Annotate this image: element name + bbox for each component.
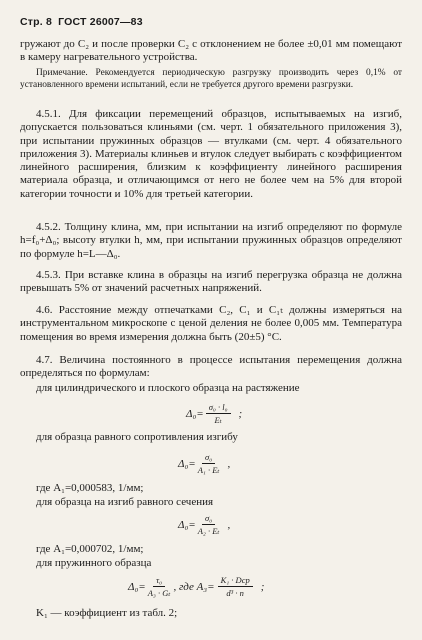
paragraph-4-5-1: 4.5.1. Для фиксации перемещений образцов, испытываемых на изгиб, допускается пользоваться клиньями (см. черт. 1 обязательного приложения 3), при испытании пружинных образцов — втулками (см. черт. 4 обязательного приложения 3). Материалы клиньев и втулок следует выбирать с коэффициентом линейного расширения, близким к коэффициенту линейного расширения материала образца, и отличающимся от него не более чем на 5% для второй категории точности и 10% для третьей категории. (20, 108, 402, 200)
case-bending-equal-resistance: для образца равного сопротивления изгибу (36, 431, 238, 443)
paragraph-4-5-3: 4.5.3. При вставке клина в образцы на изгиб перегрузка образца не должна превышать 5% от значений расчетных напряжений. (20, 269, 402, 295)
fraction-a3 (218, 575, 253, 598)
paragraph-intro: гружают до C₂ и после проверки C₂ с отклонением не более ±0,01 мм помещают в камеру нагревательного устройства. (20, 38, 402, 64)
formula-where-clause: , где A₃= (173, 580, 215, 593)
formula-tail: , (227, 457, 231, 470)
case-tension: для цилиндрического и плоского образца на растяжение (36, 382, 300, 394)
fraction (148, 575, 171, 598)
formula-spring (128, 575, 264, 598)
k1-definition: K₁ — коэффициент из табл. 2; (36, 607, 178, 619)
denominator: Eₜ (214, 415, 222, 425)
formula-tail: ; (238, 407, 243, 420)
denominator-a3: d³ · n (226, 588, 244, 598)
denominator: A₁ · Eₜ (197, 465, 220, 475)
numerator: σ₀ (202, 452, 215, 464)
numerator: σ₀ · l₀ (206, 402, 231, 414)
numerator-a3: K₁ · Dср (218, 575, 253, 587)
formula-lhs: Δ₀= (178, 518, 196, 531)
numerator: τ₀ (153, 575, 165, 587)
where-a1-second: где A₁=0,000702, 1/мм; (36, 543, 144, 555)
fraction (198, 513, 220, 536)
denominator: A₂ · Eₜ (197, 526, 220, 536)
formula-lhs: Δ₀= (186, 407, 204, 420)
formula-tail: , (227, 518, 231, 531)
paragraph-4-5-2: 4.5.2. Толщину клина, мм, при испытании на изгиб определяют по формуле h=f₀+Δ₀; высоту втулки h, мм, при испытании пружинных образцов определяют по формуле h=L—Δ₀. (20, 221, 402, 260)
paragraph-4-6: 4.6. Расстояние между отпечатками C₂, C₁ и C₁ₜ должны измеряться на инструментальном микроскопе с ценой деления не более 0,005 мм. Температура помещения во время измерения должна быть (20±5) °С. (20, 304, 402, 343)
formula-tail: ; (260, 580, 265, 593)
paragraph-4-7: 4.7. Величина постоянного в процессе испытания перемещения должна определяться по формулам: (20, 354, 402, 380)
case-spring: для пружинного образца (36, 557, 152, 569)
note-paragraph: Примечание. Рекомендуется периодическую разгрузку производить через 0,1% от установленного времени испытаний, если не требуется другого времени разгрузки. (20, 68, 402, 90)
formula-lhs: Δ₀= (178, 457, 196, 470)
formula-bending-equal-resistance (178, 452, 230, 475)
standard-code: ГОСТ 26007—83 (58, 16, 143, 28)
where-a1-first: где A₁=0,000583, 1/мм; (36, 482, 144, 494)
denominator: A₃ · Gₜ (147, 588, 171, 598)
fraction (206, 402, 231, 425)
fraction (198, 452, 220, 475)
page-number: Стр. 8 (20, 16, 53, 28)
numerator: σ₀ (202, 513, 215, 525)
formula-lhs: Δ₀= (128, 580, 146, 593)
page-header (20, 16, 143, 28)
formula-tension (186, 402, 242, 425)
formula-bending-equal-section (178, 513, 230, 536)
case-bending-equal-section: для образца на изгиб равного сечения (36, 496, 214, 508)
